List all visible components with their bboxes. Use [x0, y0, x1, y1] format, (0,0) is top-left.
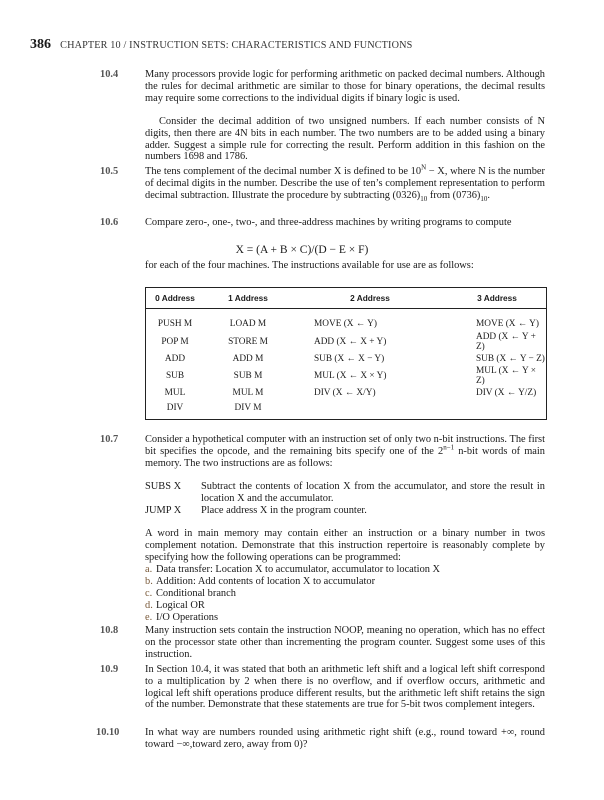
table-cell: LOAD M — [229, 319, 267, 330]
problem-number-10-9: 10.9 — [100, 664, 119, 675]
table-row — [146, 401, 547, 420]
table-row — [146, 386, 547, 401]
table-header-1-address: 1 Address — [204, 288, 292, 309]
table-header-row — [146, 288, 547, 309]
table-cell — [292, 401, 448, 420]
problem-10-4-paragraph-2: Consider the decimal addition of two unsigned numbers. If each number consists of N digits, then there are 4N bits in each number. The two numbers are to be added using a binary adder. Suggest a simple rule for correcting the result. Perform addition in this fashion on the numbers 1698 and 1786. — [145, 116, 545, 163]
problem-number-10-10: 10.10 — [96, 727, 120, 738]
table-cell: MOVE (X ← Y) — [314, 319, 377, 330]
problem-number-10-6: 10.6 — [100, 217, 119, 228]
table-cell: MUL (X ← X × Y) — [314, 371, 387, 381]
problem-10-8-text: Many instruction sets contain the instruction NOOP, meaning no operation, which has no effect on the processor state other than incrementing the program counter. Suggest some uses of this instruction. — [145, 625, 545, 660]
table-cell: SUB (X ← Y − Z) — [476, 353, 545, 364]
table-cell: ADD (X ← X + Y) — [314, 336, 387, 347]
table-row — [146, 317, 547, 332]
list-item: c. Conditional branch — [145, 588, 236, 599]
list-item: e. I/O Operations — [145, 612, 219, 623]
instruction-jump-desc: Place address X in the program counter. — [201, 505, 367, 516]
problem-number-10-8: 10.8 — [100, 625, 119, 636]
instruction-subs-term: SUBS X — [145, 481, 182, 492]
table-cell: DIV M — [234, 402, 262, 413]
problem-10-7-paragraph-2: A word in main memory may contain either an instruction or a binary number in twos complement notation. Demonstrate that this instruction repertoire is reasonably complete by specifying how the following operations can be programmed: — [145, 528, 545, 563]
instruction-jump-term: JUMP X — [145, 505, 182, 516]
table-cell: DIV (X ← X/Y) — [314, 388, 376, 399]
problem-number-10-4: 10.4 — [100, 69, 119, 80]
table-cell: DIV (X ← Y/Z) — [476, 388, 537, 399]
list-item: a. Data transfer: Location X to accumulator, accumulator to location X — [145, 564, 441, 575]
instruction-subs — [145, 481, 545, 505]
instruction-jump — [145, 505, 545, 517]
chapter-title: CHAPTER 10 / INSTRUCTION SETS: CHARACTERISTICS AND FUNCTIONS — [60, 40, 413, 51]
problem-10-6-after-text: for each of the four machines. The instructions available for use are as follows: — [145, 260, 474, 271]
table-cell: ADD (X ← Y + Z) — [476, 331, 536, 352]
table-cell: SUB (X ← X − Y) — [314, 353, 385, 364]
table-cell: MUL — [164, 388, 186, 399]
table-header-3-address: 3 Address — [448, 288, 547, 309]
table-row — [146, 332, 547, 352]
problem-10-10-text: In what way are numbers rounded using arithmetic right shift (e.g., round toward +∞, round toward −∞,toward zero, away from 0)? — [145, 727, 545, 750]
table-cell: SUB M — [233, 371, 263, 381]
table-cell: DIV — [166, 402, 184, 413]
table-cell: PUSH M — [157, 319, 193, 330]
list-item: b. Addition: Add contents of location X to accumulator — [145, 576, 376, 587]
list-item: d. Logical OR — [145, 600, 205, 611]
page-number: 386 — [30, 37, 51, 52]
table-cell: POP M — [161, 336, 189, 347]
page-header — [30, 37, 412, 53]
problem-10-7-text: Consider a hypothetical computer with an instruction set of only two n-bit instructions. The first bit specifies the opcode, and the remaining bits specify one of the $2^{n-1}$ n-bit words of main memory. The two instructions are as follows: — [145, 434, 545, 469]
table-cell: ADD M — [232, 353, 264, 364]
problem-number-10-5: 10.5 — [100, 166, 119, 177]
instruction-subs-desc: Subtract the contents of location X from the accumulator, and store the result in location X and the accumulator. — [201, 481, 545, 504]
table-cell: MOVE (X ← Y) — [476, 319, 539, 330]
problem-number-10-7: 10.7 — [100, 434, 119, 445]
table-header-2-address: 2 Address — [292, 288, 448, 309]
table-cell: MUL M — [232, 388, 264, 399]
table-cell: ADD — [164, 353, 186, 364]
problem-10-4-paragraph-1: Many processors provide logic for performing arithmetic on packed decimal numbers. Although the rules for decimal arithmetic are similar to those for binary operations, the decimal results may require some corrections to the individual digits if binary logic is used. — [145, 69, 545, 104]
table-row — [146, 366, 547, 386]
problem-10-9-text: In Section 10.4, it was stated that both an arithmetic left shift and a logical left shift correspond to a multiplication by 2 when there is no overflow, and if overflow occurs, arithmetic and logical left shift operations produce different results, but the arithmetic left shift retains the sign of the number. Demonstrate that these statements are true for 5-bit twos complement integers. — [145, 664, 545, 711]
formula: X = (A + B × C)/(D − E × F) — [235, 244, 369, 256]
table-cell: MUL (X ← Y × Z) — [476, 366, 536, 386]
problem-10-5-text: The tens complement of the decimal number X is defined to be $10^N - X$, where N is the number of decimal digits in the number. Describe the use of ten’s complement representation to perform decimal subtraction. Illustrate the procedure by subtracting $(0326)_{10}$ from $(0736)_{10}$. — [145, 163, 545, 203]
table-row — [146, 352, 547, 367]
table-cell: STORE M — [228, 336, 268, 347]
table-cell — [448, 401, 547, 420]
table-header-0-address: 0 Address — [146, 288, 205, 309]
instruction-table — [145, 287, 547, 420]
table-cell: SUB — [165, 371, 185, 381]
problem-10-6-text: Compare zero-, one-, two-, and three-address machines by writing programs to compute — [145, 217, 512, 228]
